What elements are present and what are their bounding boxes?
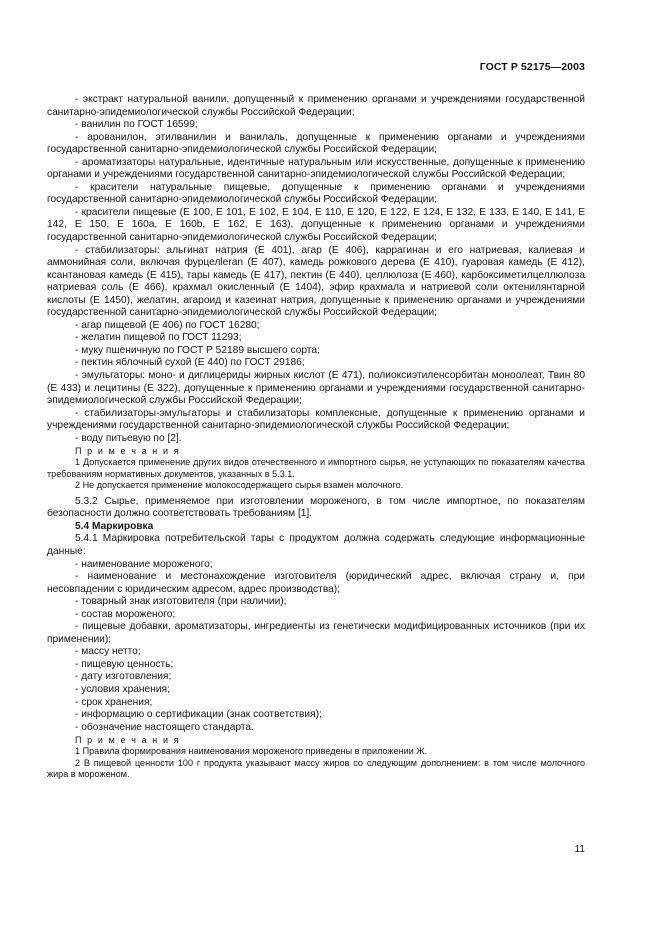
list-item: - информацию о сертификации (знак соответствия); [75,709,322,721]
list-item: - срок хранения; [75,696,153,708]
note-item: 2 В пищевой ценности 100 г продукта указывают массу жиров со следующим дополнением: в том числе молочного жира в мороженом. [47,757,585,780]
list-item: - стабилизаторы-эмульгаторы и стабилизаторы комплексные, допущенные к применению органами и учреждениями государственной санитарно-эпидемиологической службы Российской Федерации; [47,407,585,432]
paragraph-5-3-2: 5.3.2 Сырье, применяемое при изготовлении мороженого, в том числе импортное, по показателям безопасности должно соответствовать требованиям [1]. [47,495,585,520]
list-item: - пищевую ценность; [75,658,174,670]
list-item: - экстракт натуральной ванили, допущенный к применению органами и учреждениями государственной санитарно-эпидемиологической службы Российской Федерации; [47,94,585,118]
note-item: 1 Допускается применение других видов отечественного и импортного сырья, не уступающих по показателям качества требованиям нормативных документов, указанных в 5.3.1. [47,457,585,479]
note-item: 1 Правила формирования наименования мороженого приведены в приложении Ж. [75,746,428,757]
list-item: - стабилизаторы: альгинат натрия (Е 401), агар (Е 406), каррагинан и его натриевая, калиевая и аммонийная соли, включая фурцелleran (Е 407), камедь рожкового дерева (Е 410), гуаровая камедь (Е 412), ксантановая камедь (Е 415), тары камедь (Е 417), пектин (Е 440), целлюлоза (Е 460), карбоксиметилцеллюлоза натриевая соль (Е 466), крахмал окисленный (Е 1404), эфир крахмала и натриевой соли октенилянтарной кислоты (Е 1450), желатин, агароид и казеинат натрия, допущенные к применению органами и учреждениями государственной санитарно-эпидемиологической службы Российской Федерации; [47,244,585,319]
list-item: - желатин пищевой по ГОСТ 11293; [75,332,242,344]
notes-heading: П р и м е ч а н и я [75,735,181,746]
list-item: - воду питьевую по [2]. [75,432,182,444]
list-item: - обозначение настоящего стандарта. [75,721,254,733]
notes-heading: П р и м е ч а н и я [75,446,181,457]
list-item: - муку пшеничную по ГОСТ Р 52189 высшего сорта; [75,344,320,356]
list-item: - арованилон, этилванилин и ванилаль, допущенные к применению органами и учреждениями государственной санитарно-эпидемиологической службы Российской Федерации; [47,131,585,156]
standard-header: ГОСТ Р 52175—2003 [479,61,585,73]
document-body [47,94,585,781]
list-item: - пектин яблочный сухой (Е 440) по ГОСТ 29186; [75,357,305,369]
list-item: - дату изготовления; [75,671,172,683]
list-item: - ароматизаторы натуральные, идентичные натуральным или искусственные, допущенные к применению органами и учреждениями государственной санитарно-эпидемиологической службы Российской Федерации; [47,156,585,181]
list-item: - условия хранения; [75,684,170,696]
section-title-5-4: 5.4 Маркировка [75,520,154,532]
list-item: - товарный знак изготовителя (при наличии); [75,596,287,608]
note-item: 2 Не допускается применение молокосодержащего сырья взамен молочного. [75,480,404,491]
list-item: - агар пищевой (Е 406) по ГОСТ 16280; [75,319,260,331]
list-item: - наименование и местонахождение изготовителя (юридический адрес, включая страну и, при несовпадении с юридическим адресом, адрес производства); [47,571,585,595]
list-item: - массу нетто; [75,646,141,658]
list-item: - пищевые добавки, ароматизаторы, ингредиенты из генетически модифицированных источников (при их применении); [47,621,585,645]
page-number: 11 [574,844,585,855]
list-item: - ванилин по ГОСТ 16599; [75,119,198,131]
list-item: - красители натуральные пищевые, допущенные к применению органами и учреждениями государственной санитарно-эпидемиологической службы Российской Федерации; [47,181,585,206]
list-item: - красители пищевые (Е 100, Е 101, Е 102, Е 104, Е 110, Е 120, Е 122, Е 124, Е 132, Е 133, Е 140, Е 141, Е 142, Е 150, Е 160а, Е 160b, Е 162, Е 163), допущенные к применению органами и учреждениями государственной санитарно-эпидемиологической службы Российской Федерации; [47,206,585,244]
list-item: - наименование мороженого; [75,558,213,570]
paragraph-5-4-1: 5.4.1 Маркировка потребительской тары с продуктом должна содержать следующие информационные данные: [47,533,585,557]
list-item: - состав мороженого; [75,608,176,620]
list-item: - эмульгаторы: моно- и диглицериды жирных кислот (Е 471), полиоксиэтиленсорбитан моноолеат, Твин 80 (Е 433) и лецитины (Е 322), допущенные к применению органами и учреждениями государственной санитарно-эпидемиологической службы Российской Федерации; [47,370,585,407]
